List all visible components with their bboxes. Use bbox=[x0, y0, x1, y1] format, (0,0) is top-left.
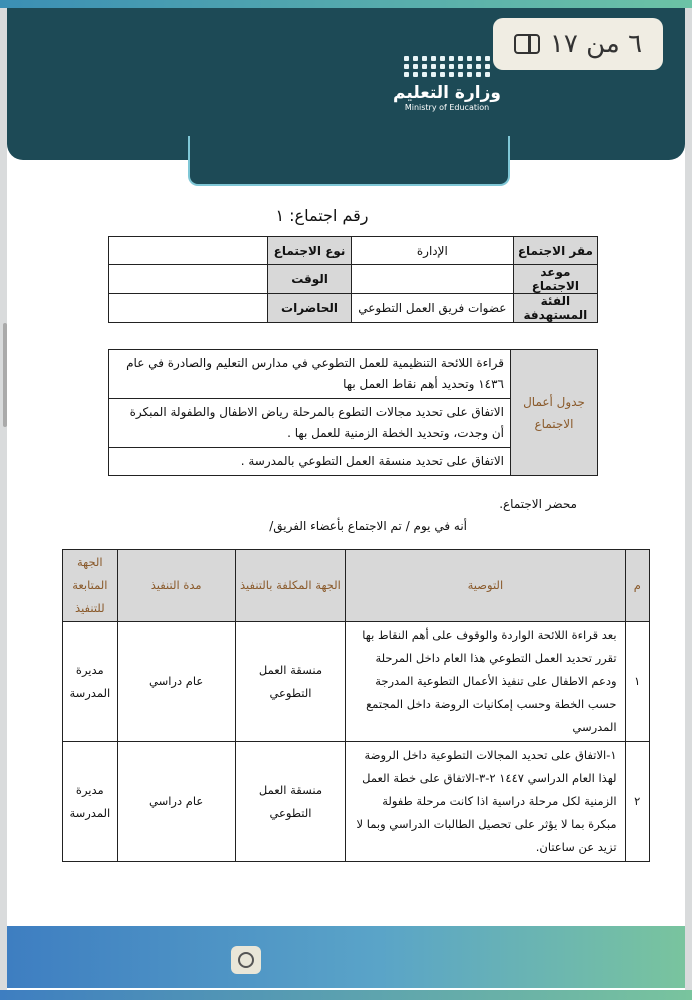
header-num: م bbox=[625, 550, 649, 622]
logo-arabic-text: وزارة التعليم bbox=[393, 83, 501, 103]
row-num: ١ bbox=[625, 622, 649, 742]
minutes-title: محضر الاجتماع. bbox=[499, 497, 577, 511]
document-page bbox=[7, 8, 685, 990]
info-label: مقر الاجتماع bbox=[513, 237, 597, 265]
row-duration: عام دراسي bbox=[117, 742, 235, 862]
agenda-label: جدول أعمال الاجتماع bbox=[511, 350, 598, 476]
info-value: الإدارة bbox=[351, 237, 513, 265]
minutes-line: أنه في يوم / تم الاجتماع بأعضاء الفريق/ bbox=[269, 519, 467, 533]
page-label: ٦ من ١٧ bbox=[549, 29, 643, 59]
header-follow: الجهة المتابعة للتنفيذ bbox=[63, 550, 118, 622]
agenda-item: قراءة اللائحة التنظيمية للعمل التطوعي في مدارس التعليم والصادرة في عام ١٤٣٦ وتحديد أهم نقاط العمل بها bbox=[109, 350, 511, 399]
top-accent-strip bbox=[0, 0, 692, 8]
logo-dots-icon bbox=[387, 56, 507, 77]
table-row bbox=[63, 742, 650, 862]
row-assigned: منسقة العمل التطوعي bbox=[235, 742, 346, 862]
row-follow: مديرة المدرسة bbox=[63, 622, 118, 742]
table-row bbox=[109, 350, 598, 399]
table-row bbox=[109, 294, 598, 323]
table-row bbox=[109, 265, 598, 294]
recommendations-table bbox=[62, 549, 650, 862]
row-assigned: منسقة العمل التطوعي bbox=[235, 622, 346, 742]
info-value bbox=[109, 237, 268, 265]
info-label: الحاضرات bbox=[268, 294, 352, 323]
info-value: عضوات فريق العمل التطوعي bbox=[351, 294, 513, 323]
table-header-row bbox=[63, 550, 650, 622]
info-label: موعد الاجتماع bbox=[513, 265, 597, 294]
table-row bbox=[63, 622, 650, 742]
row-recommendation: بعد قراءة اللائحة الواردة والوقوف على أهم النقاط بها تقرر تحديد العمل التطوعي هذا العام داخل المرحلة ودعم الاطفال على تنفيذ الأعمال التطوعية المدرجة حسب الخطة وحسب إمكانيات الروضة داخل المجتمع المدرسي bbox=[346, 622, 625, 742]
row-num: ٢ bbox=[625, 742, 649, 862]
header-recommendation: التوصية bbox=[346, 550, 625, 622]
meeting-info-table bbox=[108, 236, 598, 323]
agenda-table bbox=[108, 349, 598, 476]
agenda-item: الاتفاق على تحديد منسقة العمل التطوعي بالمدرسة . bbox=[109, 448, 511, 476]
info-value bbox=[351, 265, 513, 294]
info-value bbox=[109, 294, 268, 323]
footer-banner bbox=[7, 926, 685, 988]
header-assigned: الجهة المكلفة بالتنفيذ bbox=[235, 550, 346, 622]
info-value bbox=[109, 265, 268, 294]
bottom-accent-strip bbox=[0, 990, 692, 1000]
table-row bbox=[109, 237, 598, 265]
page-indicator[interactable] bbox=[493, 18, 663, 70]
ministry-logo bbox=[387, 56, 507, 126]
header-duration: مدة التنفيذ bbox=[117, 550, 235, 622]
row-duration: عام دراسي bbox=[117, 622, 235, 742]
info-label: نوع الاجتماع bbox=[268, 237, 352, 265]
info-label: الفئة المستهدفة bbox=[513, 294, 597, 323]
sidebar-icon[interactable] bbox=[514, 34, 540, 54]
logo-english-text: Ministry of Education bbox=[404, 103, 490, 112]
row-follow: مديرة المدرسة bbox=[63, 742, 118, 862]
header-tab bbox=[188, 136, 510, 186]
row-recommendation: ١-الاتفاق على تحديد المجالات التطوعية داخل الروضة لهذا العام الدراسي ١٤٤٧ ٢-٣-الاتفاق على خطة العمل الزمنية لكل مرحلة دراسية اذا كانت مرحلة طفولة مبكرة بما لا يؤثر على تحصيل الطالبات الدراسي وبما لا تزيد عن ساعتان. bbox=[346, 742, 625, 862]
agenda-item: الاتفاق على تحديد مجالات التطوع بالمرحلة رياض الاطفال والطفولة المبكرة أن وجدت، وتحديد الخطة الزمنية للعمل بها . bbox=[109, 399, 511, 448]
info-label: الوقت bbox=[268, 265, 352, 294]
globe-icon[interactable] bbox=[231, 946, 261, 974]
meeting-number: رقم اجتماع: ١ bbox=[275, 206, 369, 225]
